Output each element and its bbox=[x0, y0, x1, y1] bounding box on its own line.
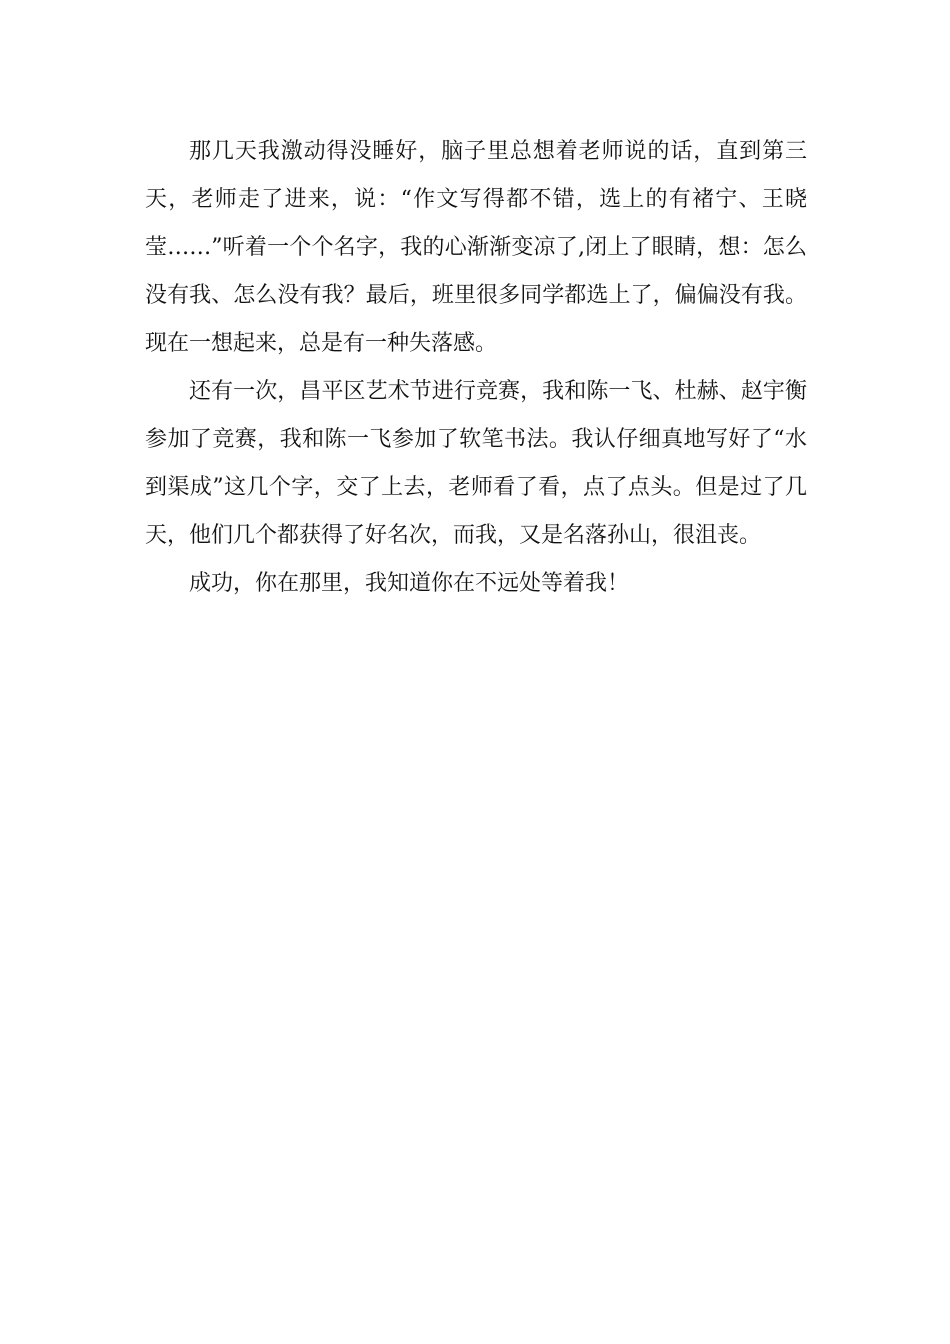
paragraph-2: 还有一次，昌平区艺术节进行竞赛，我和陈一飞、杜赫、赵宇衡参加了竞赛，我和陈一飞参加了软笔书法。我认仔细真地写好了“水到渠成”这几个字，交了上去，老师看了看，点了点头。但是过了几天，他们几个都获得了好名次，而我，又是名落孙山，很沮丧。 bbox=[145, 379, 807, 548]
document-body bbox=[145, 128, 807, 608]
paragraph-1: 那几天我激动得没睡好，脑子里总想着老师说的话，直到第三天，老师走了进来，说：“作文写得都不错，选上的有褚宁、王晓莹……”听着一个个名字，我的心渐渐变凉了,闭上了眼睛，想：怎么没有我、怎么没有我？最后，班里很多同学都选上了，偏偏没有我。现在一想起来，总是有一种失落感。 bbox=[145, 139, 807, 356]
paragraph-3: 成功，你在那里，我知道你在不远处等着我！ bbox=[189, 571, 630, 596]
